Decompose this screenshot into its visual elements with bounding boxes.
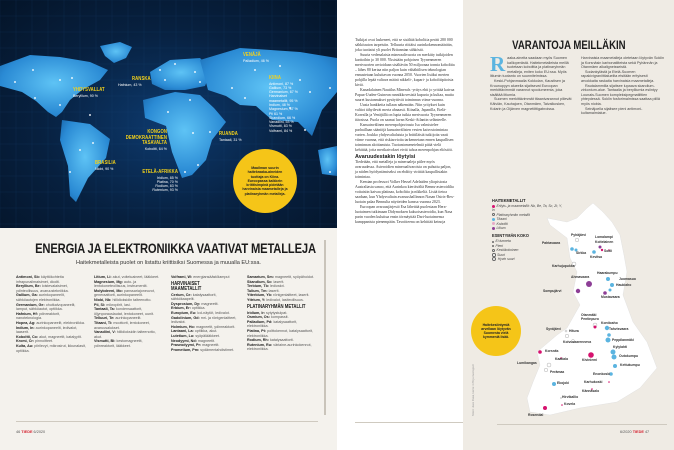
city-light bbox=[304, 129, 306, 131]
city-light bbox=[329, 171, 331, 173]
city-light bbox=[14, 81, 16, 83]
city-light bbox=[254, 69, 256, 71]
metal-uses: kompassit. bbox=[269, 315, 289, 320]
divider bbox=[497, 424, 667, 425]
map-label-brazil: BRASILIA Niobi, 90 % bbox=[95, 160, 116, 171]
page-footer: 46 TIEDE 6/2020 bbox=[16, 430, 46, 434]
metal-uses: magneetit. bbox=[201, 343, 220, 348]
metal-entry bbox=[16, 284, 86, 293]
metal-entry bbox=[16, 312, 86, 321]
map-label-item: maametallit, 95 % bbox=[269, 98, 298, 103]
metal-uses: magneetit. bbox=[200, 301, 219, 306]
metal-entry bbox=[16, 303, 86, 312]
subheading: Avaruudestakin löytyisi bbox=[355, 154, 416, 160]
paragraph: Uusia hankkeita tullaan näkemään. Niin yritykset kuin valtiot tähyilevät merta ahnaasti. Kiinalla, Japanilla, Etelä-Korealla ja Venäjällä on lupia tutkia merivuoria Tyynenmeren itäosissa. Puola on saanut luvan Keski-Atlantin selänteelle. bbox=[355, 103, 452, 122]
metal-uses: laserit. bbox=[272, 279, 285, 284]
city-light bbox=[92, 142, 94, 144]
metal-name: Niobi, Nb: bbox=[94, 297, 112, 302]
place-label: Juomasuo bbox=[619, 277, 636, 281]
metal-uses: röntgenlaitteet, laserit. bbox=[272, 293, 310, 298]
map-label-item: Skandium, 66 % bbox=[269, 115, 296, 120]
city-light bbox=[244, 97, 246, 99]
metal-uses: magneetit, ydinreaktorit. bbox=[194, 324, 236, 329]
metal-entry bbox=[171, 275, 241, 280]
city-light bbox=[79, 149, 81, 151]
metal-name: Prometium, Pm: bbox=[171, 347, 200, 352]
map-label-france: RANSKA Hafnium, 43 % bbox=[118, 76, 151, 87]
paragraph: Keski-Pohjanmaalla Kokkolan, Kaustisen ja Kruunupyyn alueella sijaitsevat Euroopan merkittävimmät varannot spodumeenia, joka sisältää litiumia. bbox=[490, 78, 565, 97]
metal-name: Erbium, Er: bbox=[171, 306, 191, 311]
map-label-item: Rodium, 83 % bbox=[155, 184, 178, 189]
metal-uses: ledivalot. bbox=[269, 284, 285, 289]
metal-entry bbox=[94, 280, 164, 289]
metal-name: Gallium, Ga: bbox=[16, 293, 38, 298]
place-label: Pyhäjärvi bbox=[571, 233, 587, 237]
metal-uses: katalysaattorit, sähkökaapelit. bbox=[171, 292, 217, 302]
metal-entry bbox=[247, 343, 319, 352]
metal-entry bbox=[94, 289, 164, 298]
metal-name: Magnesium, Mg: bbox=[94, 279, 123, 284]
metal-column-3 bbox=[171, 275, 241, 352]
metal-uses: magneetit. bbox=[196, 338, 216, 343]
place-label: Karhujupukka bbox=[552, 264, 575, 268]
deposit-marker bbox=[543, 406, 547, 410]
right-page bbox=[337, 0, 674, 450]
metal-name: Vanadiini, V: bbox=[94, 330, 116, 335]
metal-entry bbox=[94, 321, 164, 330]
place-label: Koitelainen bbox=[595, 240, 614, 244]
legend-label: Platinaryhmän metallit bbox=[496, 212, 530, 217]
metal-uses: käyttökohteita infrapunailmaisimet, diodit. bbox=[16, 275, 64, 284]
metal-name: Lutetium, Lu: bbox=[171, 333, 195, 338]
map-label-russia: VENÄJÄ Palladium, 46 % bbox=[243, 52, 269, 63]
north-america bbox=[0, 55, 108, 117]
metal-name: Osmium, Os: bbox=[247, 315, 270, 320]
paragraph: Harvinaisia maametalleja oletetaan löytyvän Soklin ja Korsnäsin karbonatiiteista sekä Pyhännän ja Otanmäen alkaligneisseistä. bbox=[581, 56, 665, 70]
box-title: VARANTOJA MEILLÄKIN bbox=[511, 38, 626, 52]
metal-uses: mikropiirit, lasi. bbox=[105, 302, 131, 307]
metal-uses: loistevalaisimet, ydinteollisuus, avaruustekniikka. bbox=[16, 284, 69, 293]
metal-uses: aurinkopaneelit, sähköautojen elektroniikka. bbox=[16, 293, 65, 302]
place-label: Karhukoski bbox=[584, 380, 603, 384]
deposit-marker bbox=[544, 368, 548, 372]
metal-entry bbox=[247, 298, 319, 303]
metal-uses: akut, voiteluaineet, lääkkeet. bbox=[111, 275, 160, 279]
city-light bbox=[89, 114, 91, 116]
deposit-marker bbox=[609, 289, 612, 292]
place-label: Ekojoki bbox=[557, 381, 570, 385]
city-light bbox=[199, 81, 201, 83]
metal-uses: aurinkopaneelit, elektroniikka. bbox=[35, 320, 85, 325]
place-label: Perämaa bbox=[550, 370, 565, 374]
place-label: Haukiaho bbox=[616, 283, 632, 287]
deposit-marker bbox=[606, 277, 610, 281]
metal-name: Rodium, Rh: bbox=[247, 338, 269, 343]
place-label: Otanmäki bbox=[581, 313, 597, 317]
legend-label: Erityis- ja maametallit: Nb, Be, Ta, Sc, Zr, Y, ln bbox=[492, 204, 562, 213]
map-label-item: Antimoni, 87 % bbox=[269, 81, 294, 86]
city-light bbox=[34, 97, 36, 99]
metal-uses: katalysaattorit, elektroniikka. bbox=[247, 319, 298, 329]
metal-uses: laserit. bbox=[267, 288, 280, 293]
metal-uses: akut, magneetit, katalyytit. bbox=[38, 334, 82, 339]
map-label-item: Iridium, 85 % bbox=[157, 175, 178, 180]
map-label-item: Platina, 70 % bbox=[156, 179, 178, 184]
city-light bbox=[279, 65, 281, 67]
metal-name: Molybdeeni, Mo: bbox=[94, 288, 123, 293]
map-label-item: Volframi, 84 % bbox=[269, 128, 293, 133]
deposit-marker bbox=[594, 326, 597, 329]
paragraph: Tutkijat ovat laskeneet, että se sisältää kobolttia peräti 280 000 sähköauton tarpeisiin. Telluuria riittäisi aurinkokennomäärään, joka tuottaisi yli puolet Britannian sähköstä. bbox=[355, 38, 453, 52]
deposit-marker bbox=[570, 247, 574, 251]
deposit-marker bbox=[608, 381, 610, 383]
metal-name: Skandium, Sc: bbox=[247, 279, 273, 284]
paragraph: Rautalammilla sijaitsee lupaava skandium-zirkonium-alue. Tantaalia ja berylliumia esiintyy Lounais-Suomen kompleksipegmatiittien yhteydessä. Soklin fosforimalmissa saattaa piillä myös niobia. bbox=[581, 83, 660, 106]
metal-entry bbox=[16, 293, 86, 302]
map-label-congo: KONGON DEMOKRAATTINEN TASAVALTA Koboltti, 64 % bbox=[125, 129, 167, 151]
metal-name: Kromi, Cr: bbox=[16, 339, 35, 344]
legend-label: Titaani bbox=[496, 217, 507, 222]
place-label: Lumikangas bbox=[517, 361, 537, 365]
metal-uses: energiansäästölamput bbox=[192, 275, 230, 279]
credit: Teksti: Jussi Paasi, kartta: GTK ja Geologia.fi bbox=[472, 364, 475, 416]
deposit-marker bbox=[538, 350, 542, 354]
section-heading: PLATINARYHMÄN METALLIT bbox=[247, 303, 306, 310]
paragraph: Seinäjoella sijaitsee pieni antimoni-kultamalmialue. bbox=[581, 106, 643, 116]
metal-uses: magneetit, syöpähoidot. bbox=[273, 275, 315, 279]
map-label-rwanda: RUANDA Tantaali, 31 % bbox=[219, 131, 242, 142]
metal-uses: hiilidioksidin talteenotto, akut. bbox=[94, 330, 156, 339]
divider bbox=[16, 421, 318, 422]
map-label-item: Gallium, 73 % bbox=[269, 85, 292, 90]
page-footer: 6/2020 TIEDE 47 bbox=[620, 430, 650, 434]
map-label-item: Pii 61 % bbox=[269, 111, 283, 116]
place-label: Kylylahti bbox=[613, 345, 628, 349]
metal-uses: piirilevyt, mikrosirut, ikkunalasit, optiikka. bbox=[16, 343, 86, 353]
deposit-marker bbox=[565, 330, 567, 332]
legend-label: Ei tunneta bbox=[495, 239, 511, 244]
city-light bbox=[184, 171, 186, 173]
deposit-marker bbox=[612, 355, 617, 360]
page-title: ENERGIA JA ELEKTRONIIKKA VAATIVAT METALLEJA bbox=[35, 240, 316, 256]
metal-name: Kulta, Au: bbox=[16, 343, 34, 348]
place-label: Kontioaho bbox=[601, 321, 618, 325]
metal-name: Germanium, Ge: bbox=[16, 302, 45, 307]
city-light bbox=[189, 99, 191, 101]
city-light bbox=[69, 171, 71, 173]
legend-label: Pieni bbox=[495, 243, 504, 248]
china-info-bubble: Maailman suurin haitekraaka-aineiden tuottaja on Kiina. Euroopassa kaikkein kriittisimpinä pidetään harvinaisia maametalleja ja platinaryhmän metalleja. bbox=[233, 149, 297, 213]
map-label-south-africa: ETELÄ-AFRIKKA Iridium, 85 % Platina, 70 % Rodium, 83 % Rutenium, 93 % bbox=[130, 170, 178, 193]
metal-name: Rutenium, Ru: bbox=[247, 342, 273, 347]
metal-uses: ledivalot, lasiteollisuus. bbox=[265, 297, 304, 302]
place-label: Kovela bbox=[564, 402, 576, 406]
metal-name: Volframi, W: bbox=[171, 275, 193, 279]
place-label: Koivusaarenneva bbox=[563, 340, 592, 344]
deposit-marker bbox=[599, 246, 602, 249]
place-label: Kevitsa bbox=[590, 255, 603, 259]
metal-name: Telluuri, Te: bbox=[94, 316, 115, 321]
city-light bbox=[209, 131, 211, 133]
map-label-china: KIINA Antimoni, 87 % Gallium, 73 % Germanium, 67 % Harvinaiset maametallit, 95 % Indium, 48 % Magnesium, 87 % Pii 61 % Skandium, 66 % Vanadiini, 53 % Vismutti, 83 % Volframi, 84 % bbox=[269, 75, 298, 133]
deposit-marker bbox=[601, 249, 603, 251]
metal-name: Neodyymi, Nd: bbox=[171, 338, 197, 343]
map-label-item: Vismutti, 83 % bbox=[269, 124, 292, 129]
deposit-marker bbox=[552, 382, 556, 386]
paragraph: Tiedetään, että metalleja ja mineraaleja piilee myös avaruudessa. Asteroidien mineraalivaroista on puhuttu paljon, ja niiden hyödyntämiseksi on ehditty virittää kaupallistakin toimintaa. bbox=[355, 160, 452, 179]
metal-uses: polttokennot, katalysaattorit, elektroniikka. bbox=[247, 328, 314, 338]
metal-uses: optiikka, akut. bbox=[193, 329, 218, 334]
place-label: Pentinpuro bbox=[581, 317, 599, 321]
place-label: Sokli bbox=[604, 249, 613, 253]
deposit-marker bbox=[588, 352, 594, 358]
place-label: Kännäsalo bbox=[582, 389, 600, 393]
metal-uses: hiilidioksidin talteenotto. bbox=[111, 297, 152, 302]
dropcap: R bbox=[490, 52, 506, 76]
city-light bbox=[299, 79, 301, 81]
metal-uses: ydinreaktorit, nanoteknologia. bbox=[16, 311, 61, 321]
deposit-marker bbox=[610, 283, 614, 287]
city-light bbox=[197, 164, 199, 166]
legend-label: Litium bbox=[496, 226, 506, 231]
paragraph: Euroopan avaruusjärjestö Esa lähettää puolestaan Hera-luotaimen tutkimaan Didymoksen kaksoisasteroidia, kun Nasa parin vuoden kuluttua ensin törmäyttää Dart-luotaimensa kumppanista pienempään. Tavoitteena on kehittää keinoja bbox=[355, 205, 453, 224]
section-heading: HARVINAISET MAAMETALLIT bbox=[171, 280, 202, 292]
place-label: Syväjärvi bbox=[546, 327, 561, 331]
world-map bbox=[0, 0, 337, 228]
metal-name: Tulium, Tm: bbox=[247, 288, 268, 293]
map-label-item: Indium, 48 % bbox=[269, 102, 290, 107]
paragraph: Suuria vedenalaisia mineraalivuoria on merkitty tutkijoiden karttoihin jo 30 000. Yksistään pohjoisen Tyynenmeren merivuorten arvioidaan sisältävän 50 miljoonaa tonnia kobolttia – lähes 80 kertaa niin paljon kuin vähähiilisen teknologian ennustetaan kuluttavan vuonna 2050. Vuorten lisäksi merten pohjilla lepää valtava määrä nikkeli-, kupari- ja kobolttipitoisia kiviä. bbox=[355, 53, 455, 87]
place-label: Sompujärvi bbox=[543, 289, 562, 293]
australia bbox=[318, 146, 337, 176]
paragraph: Suomen merkittävimmät titaanivarannot piilevät Kälviän, Kauhajoen, Otanmäen, Taivalkosken, Kolarin ja Oijärven magnetiittigabroissa. bbox=[490, 97, 572, 111]
metal-uses: moottorit, lentokoneet, avaruusalukset. bbox=[94, 320, 150, 330]
place-label: Ahmavaara bbox=[571, 275, 590, 279]
metal-name: Europium, Eu: bbox=[171, 310, 197, 315]
metal-name: Indium, In: bbox=[16, 325, 35, 330]
legend-label: Hyvin suuri bbox=[497, 257, 515, 262]
legend-label: Suuri bbox=[497, 252, 506, 257]
map-label-item: Germanium, 67 % bbox=[269, 90, 298, 95]
place-label: Lomalampi bbox=[595, 235, 613, 239]
metal-name: Pii, Si: bbox=[94, 302, 106, 307]
metal-entry bbox=[16, 344, 86, 353]
metal-column-4 bbox=[247, 275, 319, 352]
map-label-item: Magnesium, 87 % bbox=[269, 107, 298, 112]
vertical-credit bbox=[324, 240, 326, 415]
place-label: Korsnäs bbox=[545, 349, 559, 353]
paragraph: Kansainvälinen merenpohjavirasto Isa valmistelee parhaillaan sääntöjä kansainvälisten vesien kaivostoimintaa varten. Joukko yhdysvaltalaisia ja brittiläisiä tutkijoita vaati viime vuonna, että riskiarvioita tarkennetaan ennen kaupallisen toiminnan aloittamista. Tuotantomenetelmiä pitää vielä kehittää, jotta merikaivokset eivät tuhoa merenpohjan eliöstöä. bbox=[355, 123, 454, 152]
place-label: Outokumpu bbox=[619, 354, 639, 358]
deposit-marker bbox=[586, 281, 592, 287]
metal-entry bbox=[171, 293, 241, 302]
paragraph: Kanadalainen Nautilus Minerals -yritys ehti jo yrittää kaivaa Papua-Uuden-Guinean rannikkovesistä kuparia ja kultaa, mutta suuret kustannukset pysäyttivät toiminnan viime vuonna. bbox=[355, 88, 455, 102]
metal-uses: väriaine-aurinkokennot, elektroniikka. bbox=[247, 342, 312, 352]
metal-uses: syöpälääkkeet. bbox=[194, 333, 220, 338]
metal-name: Lantaani, La: bbox=[171, 329, 194, 334]
legend-label: Keskikokoinen bbox=[496, 248, 519, 253]
metal-uses: kondensaattorit, öljynporauslautat, lentokoneet, uunit. bbox=[94, 307, 155, 316]
deposit-marker bbox=[607, 333, 611, 337]
city-light bbox=[194, 71, 196, 73]
place-label: Pahtavaara bbox=[542, 241, 561, 245]
deposit-marker bbox=[565, 334, 569, 338]
metal-name: Titaani, Ti: bbox=[94, 320, 113, 325]
deposit-marker bbox=[606, 338, 611, 343]
map-label-usa: YHDYSVALLAT Beryllium, 90 % bbox=[73, 87, 105, 98]
finland-info-bubble: Haitekesiintymiä arvellaan löytyvän Suomesta vielä kymmeniä lisää. bbox=[471, 306, 521, 356]
metal-name: Hopea, Ag: bbox=[16, 320, 36, 325]
city-light bbox=[59, 79, 61, 81]
deposit-marker bbox=[576, 289, 580, 293]
place-label: Rosendal bbox=[528, 413, 544, 417]
metal-uses: sydämentahdistimet. bbox=[199, 347, 235, 352]
metal-uses: aurinkopaneelit. bbox=[114, 316, 142, 321]
metal-uses: aurinkopaneelit, ledivalot, laaserit. bbox=[16, 325, 78, 335]
legend-title: HAITEKMETALLIT bbox=[492, 198, 526, 203]
metal-name: Ytterbium, Yb: bbox=[247, 293, 273, 298]
metal-entry bbox=[94, 307, 164, 316]
metal-name: Terbium, Tb: bbox=[247, 284, 270, 289]
deposit-marker bbox=[561, 404, 563, 406]
metal-name: Vismutti, Bi: bbox=[94, 339, 116, 344]
metal-uses: optiikka. bbox=[190, 306, 206, 311]
deposit-marker bbox=[613, 364, 617, 368]
place-label: Peppilanmäki bbox=[612, 338, 634, 342]
metal-uses: panssariajoneuvot, generaattorit, aurinkopaneelit. bbox=[94, 288, 155, 298]
metal-name: Litium, Li: bbox=[94, 275, 112, 279]
metal-uses: lcd-näytöt, ledivalot. bbox=[196, 310, 230, 315]
metal-uses: auto- ja lentokoneteollisuus, instrumentit. bbox=[94, 279, 148, 289]
place-label: Haarakumpu bbox=[597, 271, 618, 275]
greenland bbox=[100, 42, 132, 63]
deposit-marker bbox=[547, 363, 551, 367]
metal-name: Antimoni, Sb: bbox=[16, 275, 40, 279]
metal-uses: pinnoitteet. bbox=[34, 339, 54, 344]
city-light bbox=[164, 79, 166, 81]
metal-uses: ohutkalvopaneelit, lamput, sähköautot, optiikka. bbox=[16, 302, 76, 312]
map-label-item: Vanadiini, 53 % bbox=[269, 120, 294, 125]
metal-uses: mri- ja röntgenlaitteet, ledivalot. bbox=[171, 315, 237, 325]
metal-entry bbox=[16, 275, 86, 284]
city-light bbox=[309, 91, 311, 93]
deposit-marker bbox=[592, 250, 596, 254]
metal-uses: katalysaattorit. bbox=[268, 338, 294, 343]
metal-entry bbox=[171, 348, 241, 353]
map-label-item: Rutenium, 93 % bbox=[152, 188, 178, 193]
metal-entry bbox=[247, 320, 319, 329]
metal-name: Praseodyymi, Pr: bbox=[171, 343, 202, 348]
city-light bbox=[32, 69, 34, 71]
metal-name: Cerium, Ce: bbox=[171, 292, 192, 297]
metal-uses: sytytystulpat. bbox=[265, 310, 288, 315]
metal-entry bbox=[94, 330, 164, 339]
city-light bbox=[159, 69, 161, 71]
metal-entry bbox=[171, 316, 241, 325]
legend-label: Koboltti bbox=[496, 221, 508, 226]
metal-column-2 bbox=[94, 275, 164, 349]
place-label: Enonkoski bbox=[593, 372, 611, 376]
city-light bbox=[71, 77, 73, 79]
city-light bbox=[174, 63, 176, 65]
metal-entry bbox=[247, 329, 319, 338]
city-light bbox=[231, 87, 233, 89]
deposit-marker bbox=[611, 350, 616, 355]
city-light bbox=[329, 87, 331, 89]
metal-name: Gadolinium, Gd: bbox=[171, 315, 200, 320]
metal-column-1 bbox=[16, 275, 86, 353]
place-label: Hirvikallio bbox=[562, 395, 579, 399]
city-light bbox=[167, 111, 169, 113]
legend-size-title: ESIINTYMÄN KOKO bbox=[492, 233, 529, 239]
place-label: Tahvisvaara bbox=[609, 327, 629, 331]
place-label: Kaatiala bbox=[555, 357, 569, 361]
place-label: Sirkka bbox=[576, 251, 587, 255]
metal-name: Holmium, Ho: bbox=[171, 324, 195, 329]
metal-name: Dysprosium, Dy: bbox=[171, 301, 201, 306]
place-label: Hitura bbox=[569, 329, 579, 333]
metal-name: Iridium, Ir: bbox=[247, 310, 266, 315]
metal-name: Tantaali, Ta: bbox=[94, 307, 115, 312]
metal-uses: kestomagneetit, ydinreaktorit, lääkkeet. bbox=[94, 339, 143, 348]
metal-name: Beryllium, Be: bbox=[16, 284, 41, 289]
city-light bbox=[59, 104, 61, 106]
metal-entry bbox=[16, 326, 86, 335]
metal-name: Platina, Pt: bbox=[247, 328, 267, 333]
place-label: Kiviniemi bbox=[582, 358, 598, 362]
place-label: Mustavaara bbox=[601, 295, 620, 299]
metal-entry bbox=[94, 339, 164, 348]
page-subtitle: Haitekmetalleista puolet on listattu kriittisiksi Suomessa ja muualla EU:ssa. bbox=[76, 260, 261, 266]
paragraph: Kemian professori Volker Hessel Adelaiden yliopistosta Australiasta sanoo, että Aurinkoa kiertävältä Bennu-asteroidilta voitaisiin kaivaa platinaa, kobolttia ja nikkeliä. Lisää tietoa saadaan, kun Yhdysvaltain avaruushallinnon Nasan Osiris-Rex-luotain palaa Bennulta näytteiden kanssa vuonna 2023. bbox=[355, 180, 455, 204]
finland-map bbox=[337, 0, 674, 450]
place-label: Kettukumpu bbox=[620, 363, 640, 367]
paragraph: Sodankylästä ja Etelä-Suomen rapakivigraniittialueilta etsitään erityisesti arvokkaita raskaita harvinaisia maametalleja. bbox=[581, 69, 655, 83]
metal-name: Palladium, Pd: bbox=[247, 319, 273, 324]
city-light bbox=[192, 132, 194, 134]
metal-name: Hafnium, Hf: bbox=[16, 311, 38, 316]
map-label-item: Harvinaiset bbox=[269, 94, 287, 99]
metal-name: Yttrium, Y: bbox=[247, 297, 266, 302]
metal-name: Samarium, Sm: bbox=[247, 275, 274, 279]
deposit-marker bbox=[575, 238, 579, 242]
metal-name: Koboltti, Co: bbox=[16, 334, 39, 339]
paragraph: aaka-aineita saadaan myös Suomen kallioperästä. Haitekmetalleista meillä tuotetaan kobolttia ja platinaryhmän metalleja, eniten koko EU:ssa. Myös litiumin tuotanto on suunnitelmissa. bbox=[490, 56, 569, 79]
